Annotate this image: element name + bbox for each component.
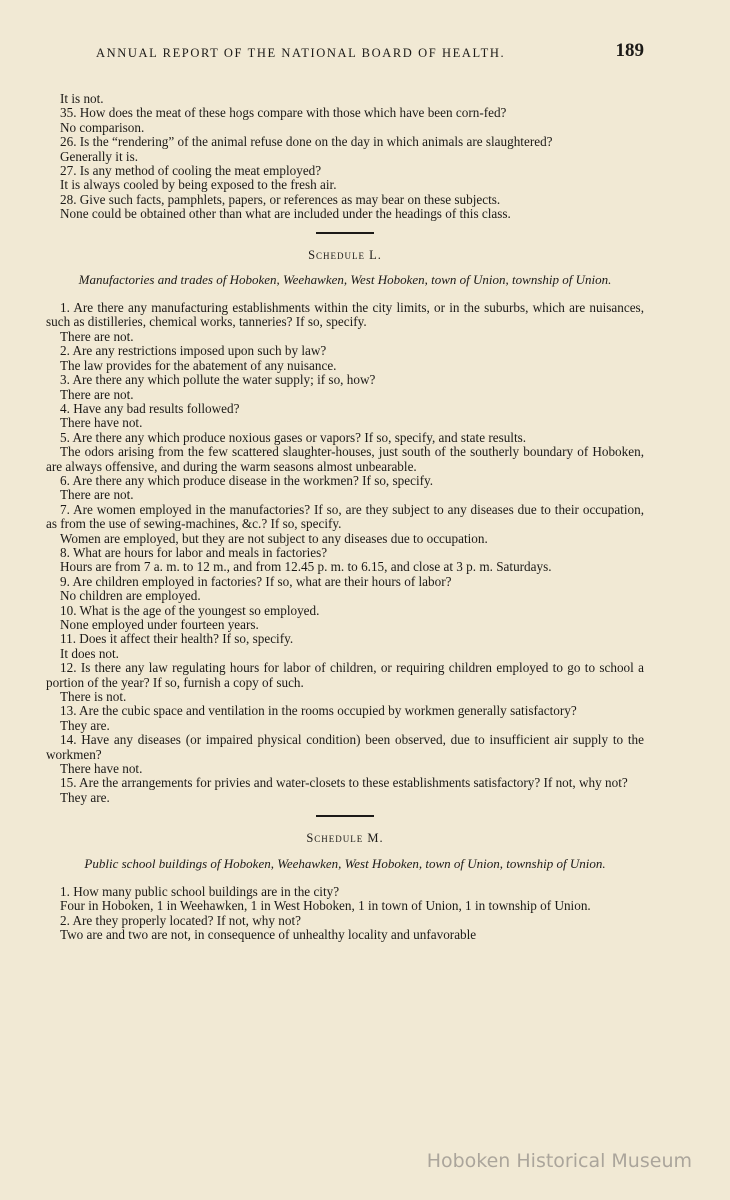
schedule_m-line: Two are and two are not, in consequence of unhealthy locality and unfavorable xyxy=(60,926,477,942)
schedule-m-questions xyxy=(46,885,644,943)
schedule-l-heading: Schedule L. xyxy=(308,247,382,262)
schedule_l-line: It does not. xyxy=(60,645,119,661)
page-body xyxy=(46,92,644,942)
schedule_l-line: Women are employed, but they are not subject to any diseases due to occupation. xyxy=(60,530,488,546)
schedule_l-line: 7. Are women employed in the manufactories? If so, are they subject to any diseases due to their occupation, as from the use of sewing-machines, &c.? If so, specify. xyxy=(46,501,644,532)
schedule_l-line: There are not. xyxy=(60,328,134,344)
schedule_l-line: The law provides for the abatement of any nuisance. xyxy=(60,357,337,373)
top-line: 28. Give such facts, pamphlets, papers, or references as may bear on these subjects. xyxy=(60,191,501,207)
schedule_l-line: The odors arising from the few scattered slaughter-houses, just south of the southerly boundary of Hoboken, are always offensive, and during the warm seasons almost unbearable. xyxy=(46,444,644,474)
museum-watermark: Hoboken Historical Museum xyxy=(426,1150,692,1172)
schedule_l-line: 4. Have any bad results followed? xyxy=(60,400,240,416)
continued-questions xyxy=(46,92,644,222)
schedule_l-line: 3. Are there any which pollute the water supply; if so, how? xyxy=(60,372,376,388)
schedule_l-line: Hours are from 7 a. m. to 12 m., and from 12.45 p. m. to 6.15, and close at 3 p. m. Saturdays. xyxy=(60,559,552,575)
top-line: None could be obtained other than what are included under the headings of this class. xyxy=(60,206,511,222)
schedule_l-line: 12. Is there any law regulating hours for labor of children, or requiring children employed to go to school a portion of the year? If so, furnish a copy of such. xyxy=(46,660,644,690)
schedule_l-line: There have not. xyxy=(60,761,143,777)
page-number: 189 xyxy=(615,40,644,61)
top-line: No comparison. xyxy=(60,119,145,135)
section-divider xyxy=(316,815,374,817)
schedule_l-line: 13. Are the cubic space and ventilation in the rooms occupied by workmen generally satisfactory? xyxy=(60,703,577,719)
schedule_l-line: None employed under fourteen years. xyxy=(60,617,259,632)
schedule-m-caption: Public school buildings of Hoboken, Weehawken, West Hoboken, town of Union, township of Union. xyxy=(84,855,606,871)
schedule-l-caption: Manufactories and trades of Hoboken, Weehawken, West Hoboken, town of Union, township of Union. xyxy=(78,272,612,288)
top-line: It is not. xyxy=(60,91,104,106)
schedule_m-line: 1. How many public school buildings are in the city? xyxy=(60,883,340,899)
schedule_l-line: 15. Are the arrangements for privies and water-closets to these establishments satisfactory? If not, why not? xyxy=(60,775,628,791)
schedule_l-line: There is not. xyxy=(60,689,127,705)
schedule_l-line: 9. Are children employed in factories? If so, what are their hours of labor? xyxy=(60,573,452,589)
schedule_l-line: 1. Are there any manufacturing establishments within the city limits, or in the suburbs, which are nuisances, such as distilleries, chemical works, tanneries? If so, specify. xyxy=(46,300,644,330)
schedule_l-line: There are not. xyxy=(60,386,134,402)
schedule_l-line: There have not. xyxy=(60,415,143,431)
schedule_l-line: 2. Are any restrictions imposed upon such by law? xyxy=(60,343,327,359)
schedule_l-line: 8. What are hours for labor and meals in factories? xyxy=(60,544,328,560)
schedule-l-questions xyxy=(46,301,644,805)
schedule_l-line: 14. Have any diseases (or impaired physical condition) been observed, due to insufficient air supply to the workmen? xyxy=(46,732,644,762)
top-line: Generally it is. xyxy=(60,148,139,164)
schedule_l-line: They are. xyxy=(60,717,110,733)
running-title: ANNUAL REPORT OF THE NATIONAL BOARD OF HEALTH. xyxy=(96,46,506,60)
schedule_l-line: They are. xyxy=(60,789,110,805)
schedule_l-line: No children are employed. xyxy=(60,588,201,604)
schedule_l-line: There are not. xyxy=(60,487,134,503)
top-line: 26. Is the “rendering” of the animal refuse done on the day in which animals are slaughtered? xyxy=(60,134,553,150)
schedule_m-line: Four in Hoboken, 1 in Weehawken, 1 in West Hoboken, 1 in town of Union, 1 in township of Union. xyxy=(60,898,591,914)
schedule_l-line: 6. Are there any which produce disease in the workmen? If so, specify. xyxy=(60,472,434,488)
section-divider xyxy=(316,232,374,234)
schedule_l-line: 5. Are there any which produce noxious gases or vapors? If so, specify, and state results. xyxy=(60,429,527,445)
schedule_m-line: 2. Are they properly located? If not, why not? xyxy=(60,912,301,928)
running-header xyxy=(96,40,644,61)
top-line: 27. Is any method of cooling the meat employed? xyxy=(60,163,322,179)
schedule_l-line: 10. What is the age of the youngest so employed. xyxy=(60,602,320,618)
schedule_l-line: 11. Does it affect their health? If so, specify. xyxy=(60,631,294,647)
schedule-m-heading: Schedule M. xyxy=(306,831,384,846)
top-line: 35. How does the meat of these hogs compare with those which have been corn-fed? xyxy=(60,105,507,121)
top-line: It is always cooled by being exposed to the fresh air. xyxy=(60,177,337,193)
